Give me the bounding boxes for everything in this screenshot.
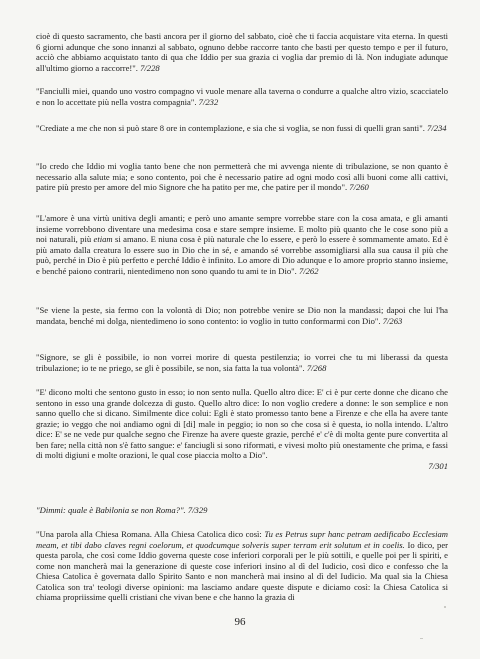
paragraph-4 [36, 161, 448, 193]
paragraph-3 [36, 123, 448, 134]
citation-ref: 7/260 [349, 182, 369, 192]
citation-ref: 7/232 [198, 96, 219, 107]
page-number: 96 [234, 616, 246, 628]
paragraph-text: cioè di questo sacramento, che basti ancora per il giorno del sabbato, cioè che ti faccia acquistare vita eterna. In questi 6 giorni adunque che sono innanzi al sabbato, ognuno debbe raccorre tanto che basti per questo tempo e per il futuro, acciò che abbiamo acquistato tanto di qua che Iddio per sua grazia ci voglia dar premio di là. Non indugiate adunque all'ultimo giorno a raccorre!". [36, 31, 448, 73]
citation-ref: 7/268 [306, 362, 327, 373]
emphasis-text: etiam [93, 234, 113, 244]
paragraph-10 [36, 529, 448, 603]
citation-ref: 7/301 [428, 460, 448, 471]
paragraph-2 [36, 86, 448, 107]
paragraph-text: "Dimmi: quale è Babilonia se non Roma?". [36, 505, 188, 515]
citation-ref: 7/228 [140, 62, 160, 73]
scan-speck [444, 606, 446, 608]
paragraph-5 [36, 213, 448, 276]
paragraph-text: "Signore, se gli è possibile, io non vorrei morire di questa pestilenzia; io vorrei che tu mi liberassi da questa tribulazione; io te ne priego, se gli è possibile, se non, sia fatta la tua volontà". [36, 352, 448, 373]
paragraph-8 [36, 387, 448, 471]
emphasis-text: Tu es Petrus supr hanc petram aedificabo Ecclesiam meam, et tibi dabo claves regni coelorum, et quodcumque solveris super terram erit solutum et in coelis. [36, 529, 448, 550]
paragraph-text: "L'amore è una virtù unitiva degli amanti; e però uno amante sempre vorrebbe stare con la cosa amata, e gli amanti insieme vorrebbono diventare una medesima cosa e stare sempre insieme. E molto più quanto che le cose sono più a noi naturali, più [36, 213, 448, 244]
paragraph-text: "E' dicono molti che sentono gusto in esso; io non sento nulla. Quello altro dice: E' ci è pur certe donne che dicano che sentono in esso una grande dolcezza di gusto. Quello altro dice: Io non voglio credere a donne: le son semplice e non sanno quello che si dicano. Similmente dice colui: Egli è stato promesso tanto bene a Firenze e che ella ha avere tante grazie; io veggo che noi andiamo ogni di [di] male in peggio; io non so che cosa si è questa, io nolla intendo. L'altro dice: E' se ne vede pur qualche segno che Firenze ha avere queste grazie, perché e' c'è di molta gente pure convertita al ben fare; nella città non s'è fatto sangue: e' fanciugli si sono riformati, e vivesi molto più onestamente che prima, e fassi di molti digiuni e molte orazioni, le qual cose piaccia molto a Dio". [36, 387, 448, 460]
paragraph-text: "Una parola alla Chiesa Romana. Alla Chiesa Catolica dico così: [36, 529, 265, 539]
paragraph-text: Io dico, per questa parola, che così come Iddio governa queste cose inferiori corporali per le più sottili, e quelle poi per li spiriti, e come non mancherà mai la generazione di queste cose inferiori insino al dì del Iudicio, così dico e confesso che la Chiesa Catolica è governata dallo Spirito Santo e non mancherà mai insino al dì del Iudicio. Ma qual sia la Chiesa Catolica son tra' teologi diverse opinioni: ma lasciamo andare queste dispute e diciamo così: la Chiesa Catolica si chiama propriissime quelli cristiani che vivan bene e che hanno la grazia di [36, 539, 448, 602]
paragraph-6 [36, 305, 448, 326]
paragraph-text: "Se viene la peste, sia fermo con la volontà di Dio; non potrebbe venire se Dio non la mandassi; dapoi che lui l'ha mandata, benché mi dolga, nientedimeno io sono contento: io voglio in tutto conformarmi con Dio". [36, 305, 448, 326]
paragraph-text: "Io credo che Iddio mi voglia tanto bene che non permetterà che mi avvenga niente di tribulazione, se non quanto è necessario alla salute mia; e sono contento, poi che è necessario patire ad ogni modo così alli buoni come alli cattivi, patire più presto per amore del mio Signore che ha patito per me, che patire per il mondo". [36, 161, 448, 192]
citation-ref: 7/234 [427, 123, 447, 133]
citation-ref: 7/262 [298, 265, 319, 276]
paragraph-text: si amano. E niuna cosa è più naturale che lo essere, e però lo essere è sommamente amato. Ed è più amato dalla creatura lo essere suo in Dio che in sé, e amando sé vorrebbe assomigliarsi alla sua causa il più che può, perché in Dio è più perfetto e perché Iddio è infinito. Lo amore di Dio adunque e lo amore proprio stanno insieme, e benché paiono contrarii, nientedimeno non sono quando tu ami te in Dio". [36, 234, 448, 276]
citation-ref: 7/263 [382, 315, 403, 326]
scan-speck [420, 638, 423, 639]
paragraph-7 [36, 352, 448, 373]
citation-ref: 7/329 [187, 505, 208, 515]
paragraph-text: "Fanciulli miei, quando uno vostro compagno vi vuole menare alla taverna o condurre a qualche altro vizio, scacciatelo e non lo accettate più nella vostra compagnia". [36, 86, 448, 107]
paragraph-text: "Crediate a me che non si può stare 8 ore in contemplazione, e sia che si voglia, se non fussi di quelli gran santi". [36, 123, 428, 133]
paragraph-1 [36, 31, 448, 73]
paragraph-9 [36, 505, 448, 516]
